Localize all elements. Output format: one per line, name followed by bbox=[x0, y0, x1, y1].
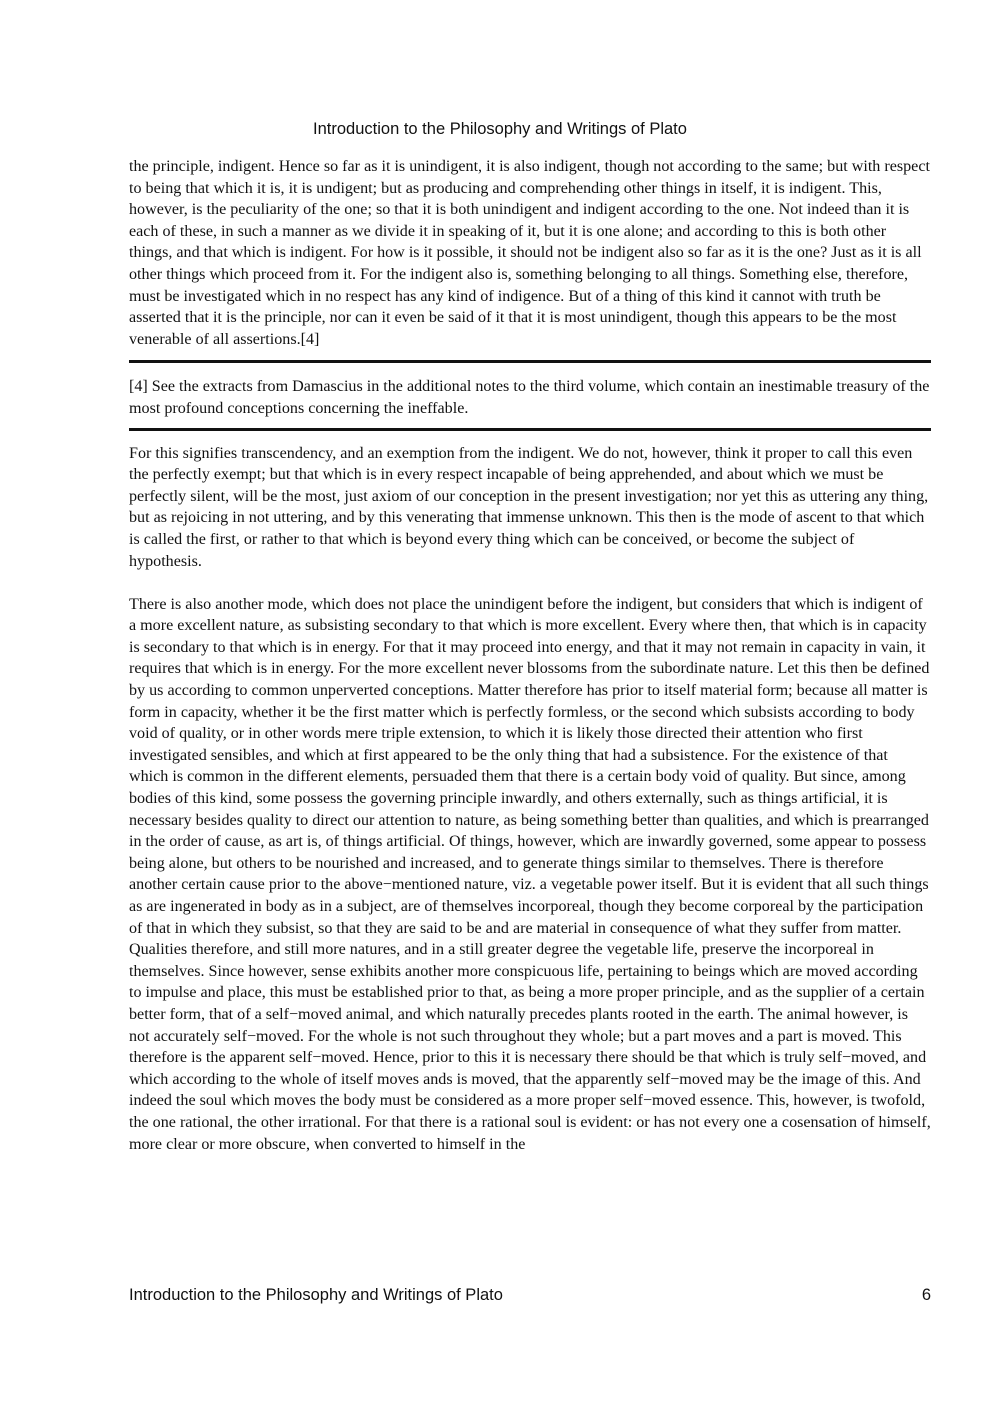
footnote-rule-top bbox=[129, 360, 931, 363]
footer-title: Introduction to the Philosophy and Writings of Plato bbox=[129, 1286, 503, 1304]
running-header: Introduction to the Philosophy and Writings of Plato bbox=[313, 120, 687, 138]
paragraph-transcendency: For this signifies transcendency, and an exemption from the indigent. We do not, however, think it proper to call this even the perfectly exempt; but that which is in every respect incapable of being apprehended, and about which we must be perfectly silent, will be the most, just axiom of our conception in the present investigation; nor yet this as uttering any thing, but as rejoicing in not uttering, and by this venerating that immense unknown. This then is the mode of ascent to that which is called the first, or rather to that which is beyond every thing which can be conceived, or become the subject of hypothesis. bbox=[129, 444, 929, 570]
page-content bbox=[129, 156, 931, 1155]
paragraph-continued: the principle, indigent. Hence so far as it is unindigent, it is also indigent, though not according to the same; but with respect to being that which it is, it is undigent; but as producing and comprehending other things in itself, it is indigent. This, however, is the peculiarity of the one; so that it is both unindigent and indigent according to the one. Not indeed than it is each of these, in such a manner as we divide it in speaking of it, but it is one alone; and according to this is both other things, and that which is indigent. For how is it possible, it should not be indigent also so far as it is the one? Just as it is all other things which proceed from it. For the indigent also is, something belonging to all things. Something else, therefore, must be investigated which in no respect has any kind of indigence. But of a thing of this kind it cannot with truth be asserted that it is the principle, nor can it even be said of it that it is most unindigent, though this appears to be the most venerable of all assertions.[4] bbox=[129, 158, 930, 348]
paragraph-another-mode: There is also another mode, which does not place the unindigent before the indigent, but considers that which is indigent of a more excellent nature, as subsisting secondary to that which is more excellent. Every where then, that which is in capacity is secondary to that which is in energy. For that it may proceed into energy, and that it may not remain in capacity in vain, it requires that which is in energy. For the more excellent never blossoms from the subordinate nature. Let this then be defined by us according to common unperverted conceptions. Matter therefore has prior to itself material form; because all matter is form in capacity, whether it be the first matter which is perfectly formless, or the second which subsists according to body void of quality, or in other words mere triple extension, to which it is likely those directed their attention who first investigated sensibles, and which at first appeared to be the only thing that had a subsistence. For the existence of that which is common in the different elements, persuaded them that there is a certain body void of quality. But since, among bodies of this kind, some possess the governing principle inwardly, and others externally, such as things artificial, it is necessary besides quality to direct our attention to nature, as being something better than qualities, and which is prearranged in the order of cause, as art is, of things artificial. Of things, however, which are inwardly governed, some appear to possess being alone, but others to be nourished and increased, and to generate things similar to themselves. There is therefore another certain cause prior to the above−mentioned nature, viz. a vegetable power itself. But it is evident that all such things as are ingenerated in body as in a subject, are of themselves incorporeal, though they become corporeal by the participation of that in which they subsist, so that they are said to be and are material in consequence of what they suffer from matter. Qualities therefore, and still more natures, and in a still greater degree the vegetable life, preserve the incorporeal in themselves. Since however, sense exhibits another more conspicuous life, pertaining to beings which are moved according to impulse and place, this must be established prior to that, as being a more proper principle, and as the supplier of a certain better form, that of a self−moved animal, and which naturally precedes plants rooted in the earth. The animal however, is not accurately self−moved. For the whole is not such throughout they whole; but a part moves and a part is moved. This therefore is the apparent self−moved. Hence, prior to this it is necessary there should be that which is truly self−moved, and which according to the whole of itself moves ands is moved, that the apparently self−moved may be the image of this. And indeed the soul which moves the body must be considered as a more proper self−moved essence. This, however, is twofold, the one rational, the other irrational. For that there is a rational soul is evident: or has not every one a cosensation of himself, more clear or more obscure, when converted to himself in the bbox=[129, 595, 931, 1153]
page-number: 6 bbox=[921, 1286, 931, 1304]
footnote: [4] See the extracts from Damascius in the additional notes to the third volume, which contain an inestimable treasury of the most profound conceptions concerning the ineffable. bbox=[129, 378, 930, 417]
footnote-rule-bottom bbox=[129, 428, 931, 431]
